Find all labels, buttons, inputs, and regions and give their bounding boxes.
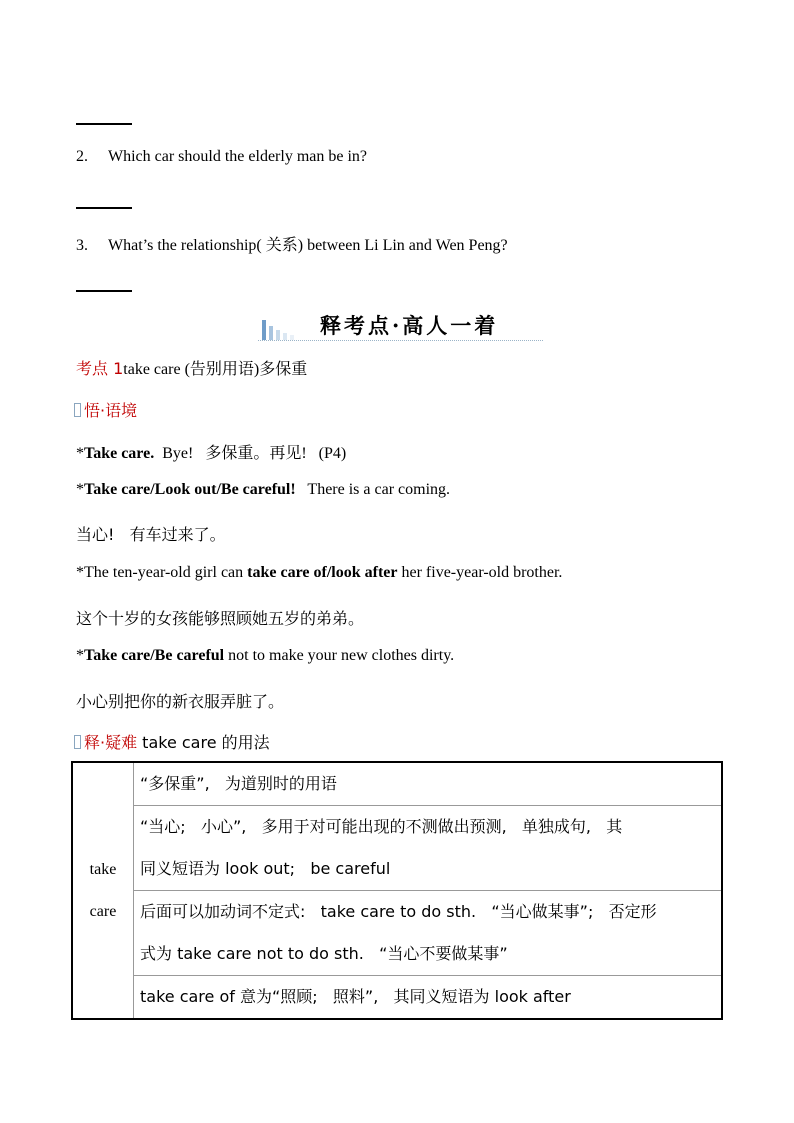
example-4-translation: 小心别把你的新衣服弄脏了。 xyxy=(76,692,285,711)
question-number: 3. xyxy=(76,237,88,254)
section-banner xyxy=(258,310,548,344)
example-3-translation: 这个十岁的女孩能够照顾她五岁的弟弟。 xyxy=(76,609,365,628)
example-pre: *The ten-year-old girl can xyxy=(76,564,248,581)
question-text: What’s the relationship( 关系) between Li Lin and Wen Peng? xyxy=(108,237,508,254)
point-label: 考点 1 xyxy=(76,359,124,378)
usage-heading xyxy=(74,730,270,753)
example-bold: Take care/Look out/Be careful! xyxy=(84,481,296,498)
example-4 xyxy=(76,647,454,665)
context-label: 悟·语境 xyxy=(84,401,138,420)
question-number: 2. xyxy=(76,148,88,165)
bullet-star: * xyxy=(76,445,84,462)
section-marker-icon xyxy=(74,735,81,749)
bullet-star: * xyxy=(76,647,84,664)
context-heading xyxy=(74,398,137,421)
table-row xyxy=(72,891,722,976)
table-cell: take care of 意为“照顾; 照料”, 其同义短语为 look after xyxy=(134,976,723,1020)
example-rest: There is a car coming. xyxy=(295,481,451,498)
usage-text: take care 的用法 xyxy=(137,733,270,752)
example-bold: Take care/Be careful xyxy=(84,647,225,664)
table-head-cell xyxy=(72,762,134,1019)
table-row xyxy=(72,806,722,891)
table-cell: 后面可以加动词不定式: take care to do sth. “当心做某事”; 否定形 式为 take care not to do sth. “当心不要做某事” xyxy=(134,891,723,976)
example-3 xyxy=(76,564,562,582)
table-row xyxy=(72,976,722,1020)
example-post: her five-year-old brother. xyxy=(397,564,563,581)
bar-chart-decoration-icon xyxy=(260,316,310,340)
example-2 xyxy=(76,481,450,499)
usage-table xyxy=(71,761,723,1020)
point-heading xyxy=(76,356,307,379)
question-3 xyxy=(76,232,508,255)
point-text: take care (告别用语)多保重 xyxy=(123,361,308,378)
question-2 xyxy=(76,148,367,166)
banner-title: 释考点·高人一着 xyxy=(320,313,499,338)
example-rest: Bye! 多保重。再见! (P4) xyxy=(154,445,347,462)
usage-label: 释·疑难 xyxy=(84,733,138,752)
answer-blank-2 xyxy=(76,207,132,209)
example-bold: Take care. xyxy=(84,445,155,462)
section-marker-icon xyxy=(74,403,81,417)
example-bold: take care of/look after xyxy=(247,564,398,581)
table-cell: “多保重”, 为道别时的用语 xyxy=(134,762,723,806)
answer-blank-3 xyxy=(76,290,132,292)
table-head-word: care xyxy=(89,902,117,920)
table-row xyxy=(72,762,722,806)
example-rest: not to make your new clothes dirty. xyxy=(224,647,455,664)
question-text: Which car should the elderly man be in? xyxy=(108,148,368,165)
example-2-translation: 当心! 有车过来了。 xyxy=(76,525,226,544)
table-head-word: take xyxy=(89,860,117,878)
table-cell: “当心; 小心”, 多用于对可能出现的不测做出预测, 单独成句, 其 同义短语为 look out; be careful xyxy=(134,806,723,891)
banner-underline xyxy=(258,340,543,341)
answer-blank-1 xyxy=(76,123,132,125)
example-1 xyxy=(76,440,346,463)
bullet-star: * xyxy=(76,481,84,498)
